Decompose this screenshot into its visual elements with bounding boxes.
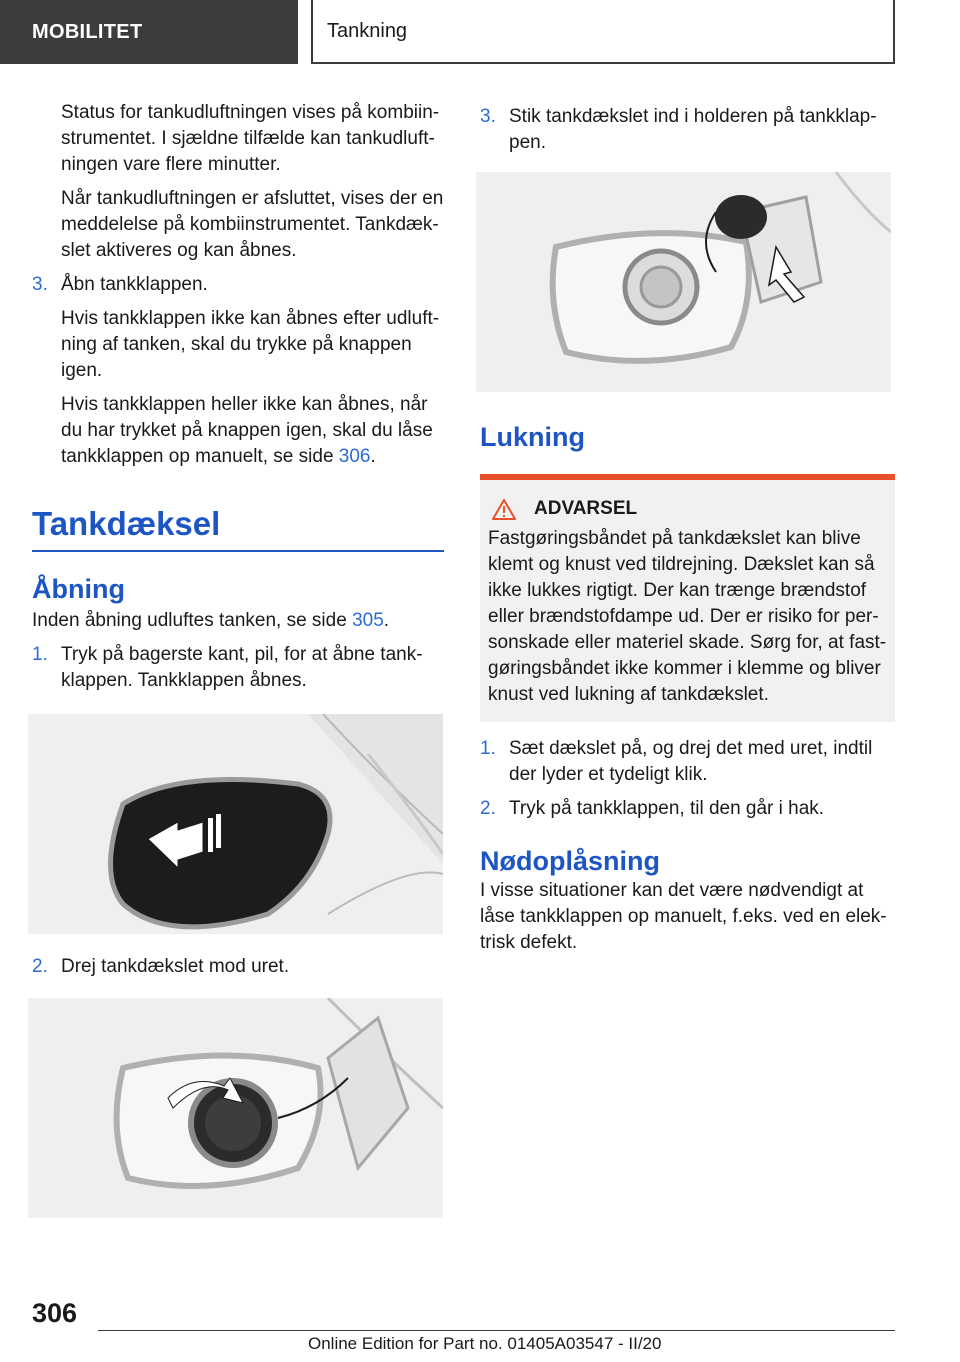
warning-title-text: ADVARSEL: [534, 498, 638, 519]
fuel-cap-holder-illustration: [476, 172, 891, 392]
vent-complete-paragraph: Når tankudluftningen er afsluttet, vises der en meddelelse på kombiinstrumentet. Tankdæk-slet aktiveres og kan åbnes.: [61, 188, 444, 261]
opening-intro: Inden åbning udluftes tanken, se side 305.: [32, 610, 390, 631]
step-number: 1.: [480, 738, 496, 759]
warning-title: [488, 498, 887, 520]
subheading-closing: Lukning: [480, 422, 585, 452]
figure-insert-cap: [476, 172, 891, 392]
chapter-label: Tankning: [327, 19, 408, 42]
vent-status-paragraph: Status for tankudluftningen vises på kombiin-strumentet. I sjældne tilfælde kan tankudluft-ningen vare flere minutter.: [61, 102, 440, 175]
warning-box: [480, 474, 895, 722]
step-number: 1.: [32, 644, 48, 665]
warning-text: Fastgøringsbåndet på tankdækslet kan blive klemt og knust ved tildrejning. Dækslet kan så ikke lukkes rigtigt. Der kan trænge brændstof eller brændstofdampe ud. Der er risiko for per-sonskade eller materiel skade. Sørg for, at fast-gøringsbåndet ikke kommer i klemme og bliver knust ved lukning af tankdækslet.: [488, 528, 887, 705]
step-3-insert-cap: [480, 100, 895, 156]
step-number: 3.: [480, 106, 496, 127]
section-label: MOBILITET: [32, 20, 143, 43]
step-text: Åbn tankklappen.: [61, 274, 208, 295]
figure-turn-cap: [28, 998, 443, 1218]
step-number: 3.: [32, 274, 48, 295]
fuel-flap-press-illustration: [28, 714, 443, 934]
step-text: Tryk på tankklappen, til den går i hak.: [509, 798, 825, 819]
emergency-text: I visse situationer kan det være nødvendigt at låse tankklappen op manuelt, f.eks. ved en elek-trisk defekt.: [480, 880, 887, 953]
chapter-tab: [311, 0, 895, 64]
left-column: [32, 100, 444, 1218]
step-1-place-cap: [480, 736, 895, 788]
step-2-turn-cap: [32, 954, 444, 980]
fuel-cap-turn-illustration: [28, 998, 443, 1218]
subheading-opening: Åbning: [32, 574, 125, 604]
page-number: 306: [32, 1298, 78, 1328]
step-text: Tryk på bagerste kant, pil, for at åbne tank-klappen. Tankklappen åbnes.: [61, 644, 423, 691]
step-number: 2.: [32, 956, 48, 977]
step-1-press-flap: [32, 642, 444, 694]
manual-unlock-paragraph: Hvis tankklappen heller ikke kan åbnes, når du har trykket på knappen igen, skal du låse tankklappen op manuelt, se side 306.: [61, 394, 433, 467]
step-text: Stik tankdækslet ind i holderen på tankklap-pen.: [509, 106, 877, 153]
section-heading-fuel-cap: Tankdæksel: [32, 504, 444, 552]
page-link-305[interactable]: 305: [352, 610, 384, 631]
step-2-press-flap-close: [480, 796, 895, 822]
step-number: 2.: [480, 798, 496, 819]
right-column: [480, 100, 895, 956]
figure-press-flap: [28, 714, 443, 934]
step-3-open-flap: [32, 272, 444, 298]
section-tab: [0, 0, 298, 64]
step-text: Sæt dækslet på, og drej det med uret, indtil der lyder et tydeligt klik.: [509, 738, 873, 785]
edition-footer: Online Edition for Part no. 01405A03547 - II/20: [308, 1334, 662, 1353]
footer-divider: [98, 1330, 895, 1331]
flap-retry-paragraph: Hvis tankklappen ikke kan åbnes efter udluft-ning af tanken, skal du trykke på knappen igen.: [61, 308, 440, 381]
step-text: Drej tankdækslet mod uret.: [61, 956, 290, 977]
warning-triangle-icon: [492, 499, 516, 520]
page-link-306[interactable]: 306: [338, 446, 371, 467]
subheading-emergency-release: Nødoplåsning: [480, 846, 660, 876]
